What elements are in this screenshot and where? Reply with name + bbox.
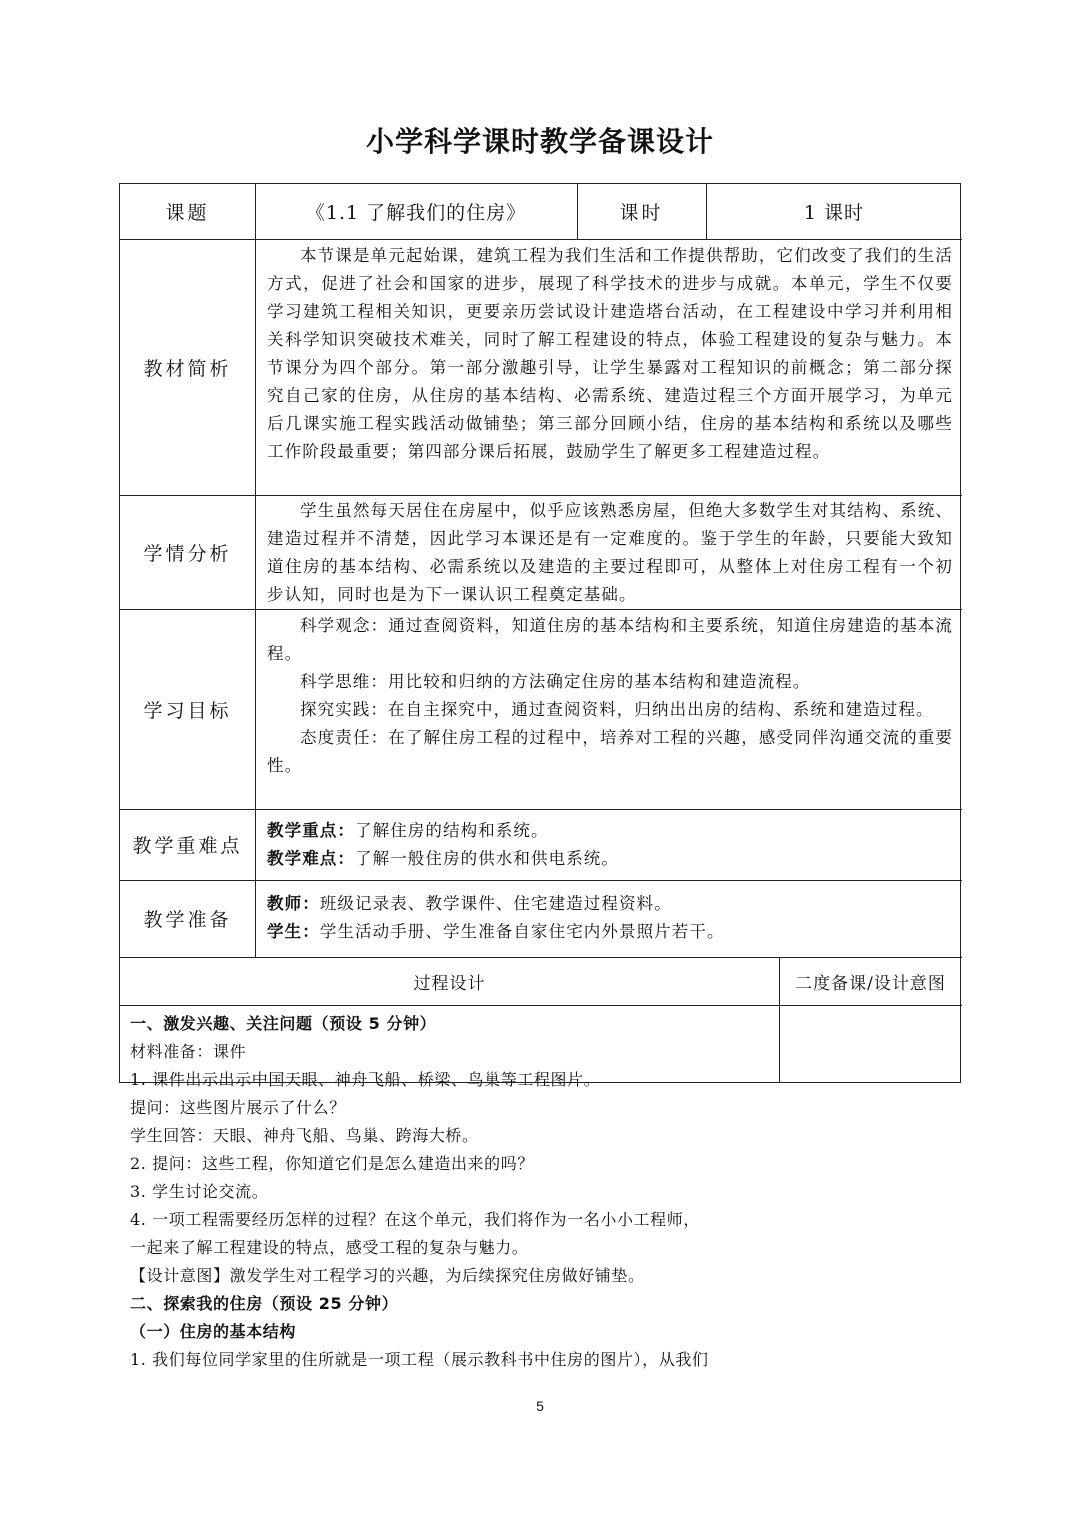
process-line: 学生回答：天眼、神舟飞船、鸟巢、跨海大桥。 (130, 1126, 479, 1145)
material-text: 本节课是单元起始课，建筑工程为我们生活和工作提供帮助，它们改变了我们的生活方式，促进了社会和国家的进步，展现了科学技术的进步与成就。本单元，学生不仅要学习建筑工程相关知识，更要亲历尝试设计建造塔台活动，在工程建设中学习并利用相关科学知识突破技术难关，同时了解工程建设的特点，体验工程建设的复杂与魅力。本节课分为四个部分。第一部分激趣引导，让学生暴露对工程知识的前概念；第二部分探究自己家的住房，从住房的基本结构、必需系统、建造过程三个方面开展学习，为单元后几课实施工程实践活动做铺垫；第三部分回顾小结，住房的基本结构和系统以及哪些工作阶段最重要；第四部分课后拓展，鼓励学生了解更多工程建造过程。 (267, 246, 953, 461)
period-value: 1 课时 (803, 202, 865, 224)
column-divider (255, 184, 256, 957)
goal-item: 态度责任：在了解住房工程的过程中，培养对工程的兴趣，感受同伴沟通交流的重要性。 (267, 728, 953, 775)
row-divider (120, 1005, 962, 1006)
keypoints-content (267, 817, 953, 873)
prep-label: 教学准备 (143, 909, 232, 931)
process-line: 4. 一项工程需要经历怎样的过程？在这个单元，我们将作为一名小小工程师， (130, 1210, 700, 1229)
key-text: 了解住房的结构和系统。 (355, 821, 549, 840)
process-line: 提问：这些图片展示了什么？ (130, 1098, 346, 1117)
teacher-text: 班级记录表、教学课件、住宅建造过程资料。 (319, 894, 672, 913)
process-notes-header: 二度备课/设计意图 (795, 973, 946, 994)
process-line: （一）住房的基本结构 (130, 1322, 297, 1341)
lesson-table (119, 183, 961, 1369)
key-label: 教学重点： (267, 821, 355, 840)
process-header: 过程设计 (413, 973, 486, 994)
goal-item: 科学思维：用比较和归纳的方法确定住房的基本结构和建造流程。 (300, 672, 811, 691)
student-label: 学情分析 (143, 542, 232, 565)
process-line: 一起来了解工程建设的特点，感受工程的复杂与魅力。 (130, 1238, 529, 1257)
goal-item: 科学观念：通过查阅资料，知道住房的基本结构和主要系统，知道住房建造的基本流程。 (267, 616, 953, 663)
page-number: 5 (536, 1398, 544, 1414)
process-line: 一、激发兴趣、关注问题（预设 5 分钟） (130, 1014, 437, 1033)
student-prep-label: 学生： (267, 922, 320, 941)
hard-text: 了解一般住房的供水和供电系统。 (355, 849, 619, 868)
hard-label: 教学难点： (267, 849, 355, 868)
goal-item: 探究实践：在自主探究中，通过查阅资料，归纳出出房的结构、系统和建造过程。 (300, 700, 934, 719)
process-line: 二、探索我的住房（预设 25 分钟） (130, 1294, 399, 1313)
process-content (130, 1010, 775, 1374)
student-text: 学生虽然每天居住在房屋中，似乎应该熟悉房屋，但绝大多数学生对其结构、系统、建造过程并不清楚，因此学习本课还是有一定难度的。鉴于学生的年龄，只要能大致知道住房的基本结构、必需系统以及建造的主要过程即可，从整体上对住房工程有一个初步认知，同时也是为下一课认识工程奠定基础。 (267, 501, 953, 604)
teacher-label: 教师： (267, 894, 320, 913)
material-label: 教材简析 (143, 357, 232, 380)
process-line: 2. 提问：这些工程，你知道它们是怎么建造出来的吗？ (130, 1154, 534, 1173)
process-line: 3. 学生讨论交流。 (130, 1182, 269, 1201)
topic-value: 《1.1 了解我们的住房》 (305, 202, 527, 224)
period-label: 课时 (619, 202, 664, 224)
process-line: 材料准备：课件 (130, 1042, 247, 1061)
prep-content (267, 890, 953, 946)
student-prep-text: 学生活动手册、学生准备自家住宅内外景照片若干。 (319, 922, 725, 941)
keypoints-label: 教学重难点 (132, 835, 243, 857)
document-title: 小学科学课时教学备课设计 (365, 125, 714, 158)
topic-label: 课题 (165, 202, 210, 224)
goals-list (267, 612, 953, 780)
process-line: 1. 我们每位同学家里的住所就是一项工程（展示教科书中住房的图片），从我们 (130, 1350, 709, 1369)
process-line: 1. 课件出示出示中国天眼、神舟飞船、桥梁、鸟巢等工程图片。 (130, 1070, 601, 1089)
goals-label: 学习目标 (143, 699, 232, 722)
process-line: 【设计意图】激发学生对工程学习的兴趣，为后续探究住房做好铺垫。 (130, 1266, 645, 1285)
